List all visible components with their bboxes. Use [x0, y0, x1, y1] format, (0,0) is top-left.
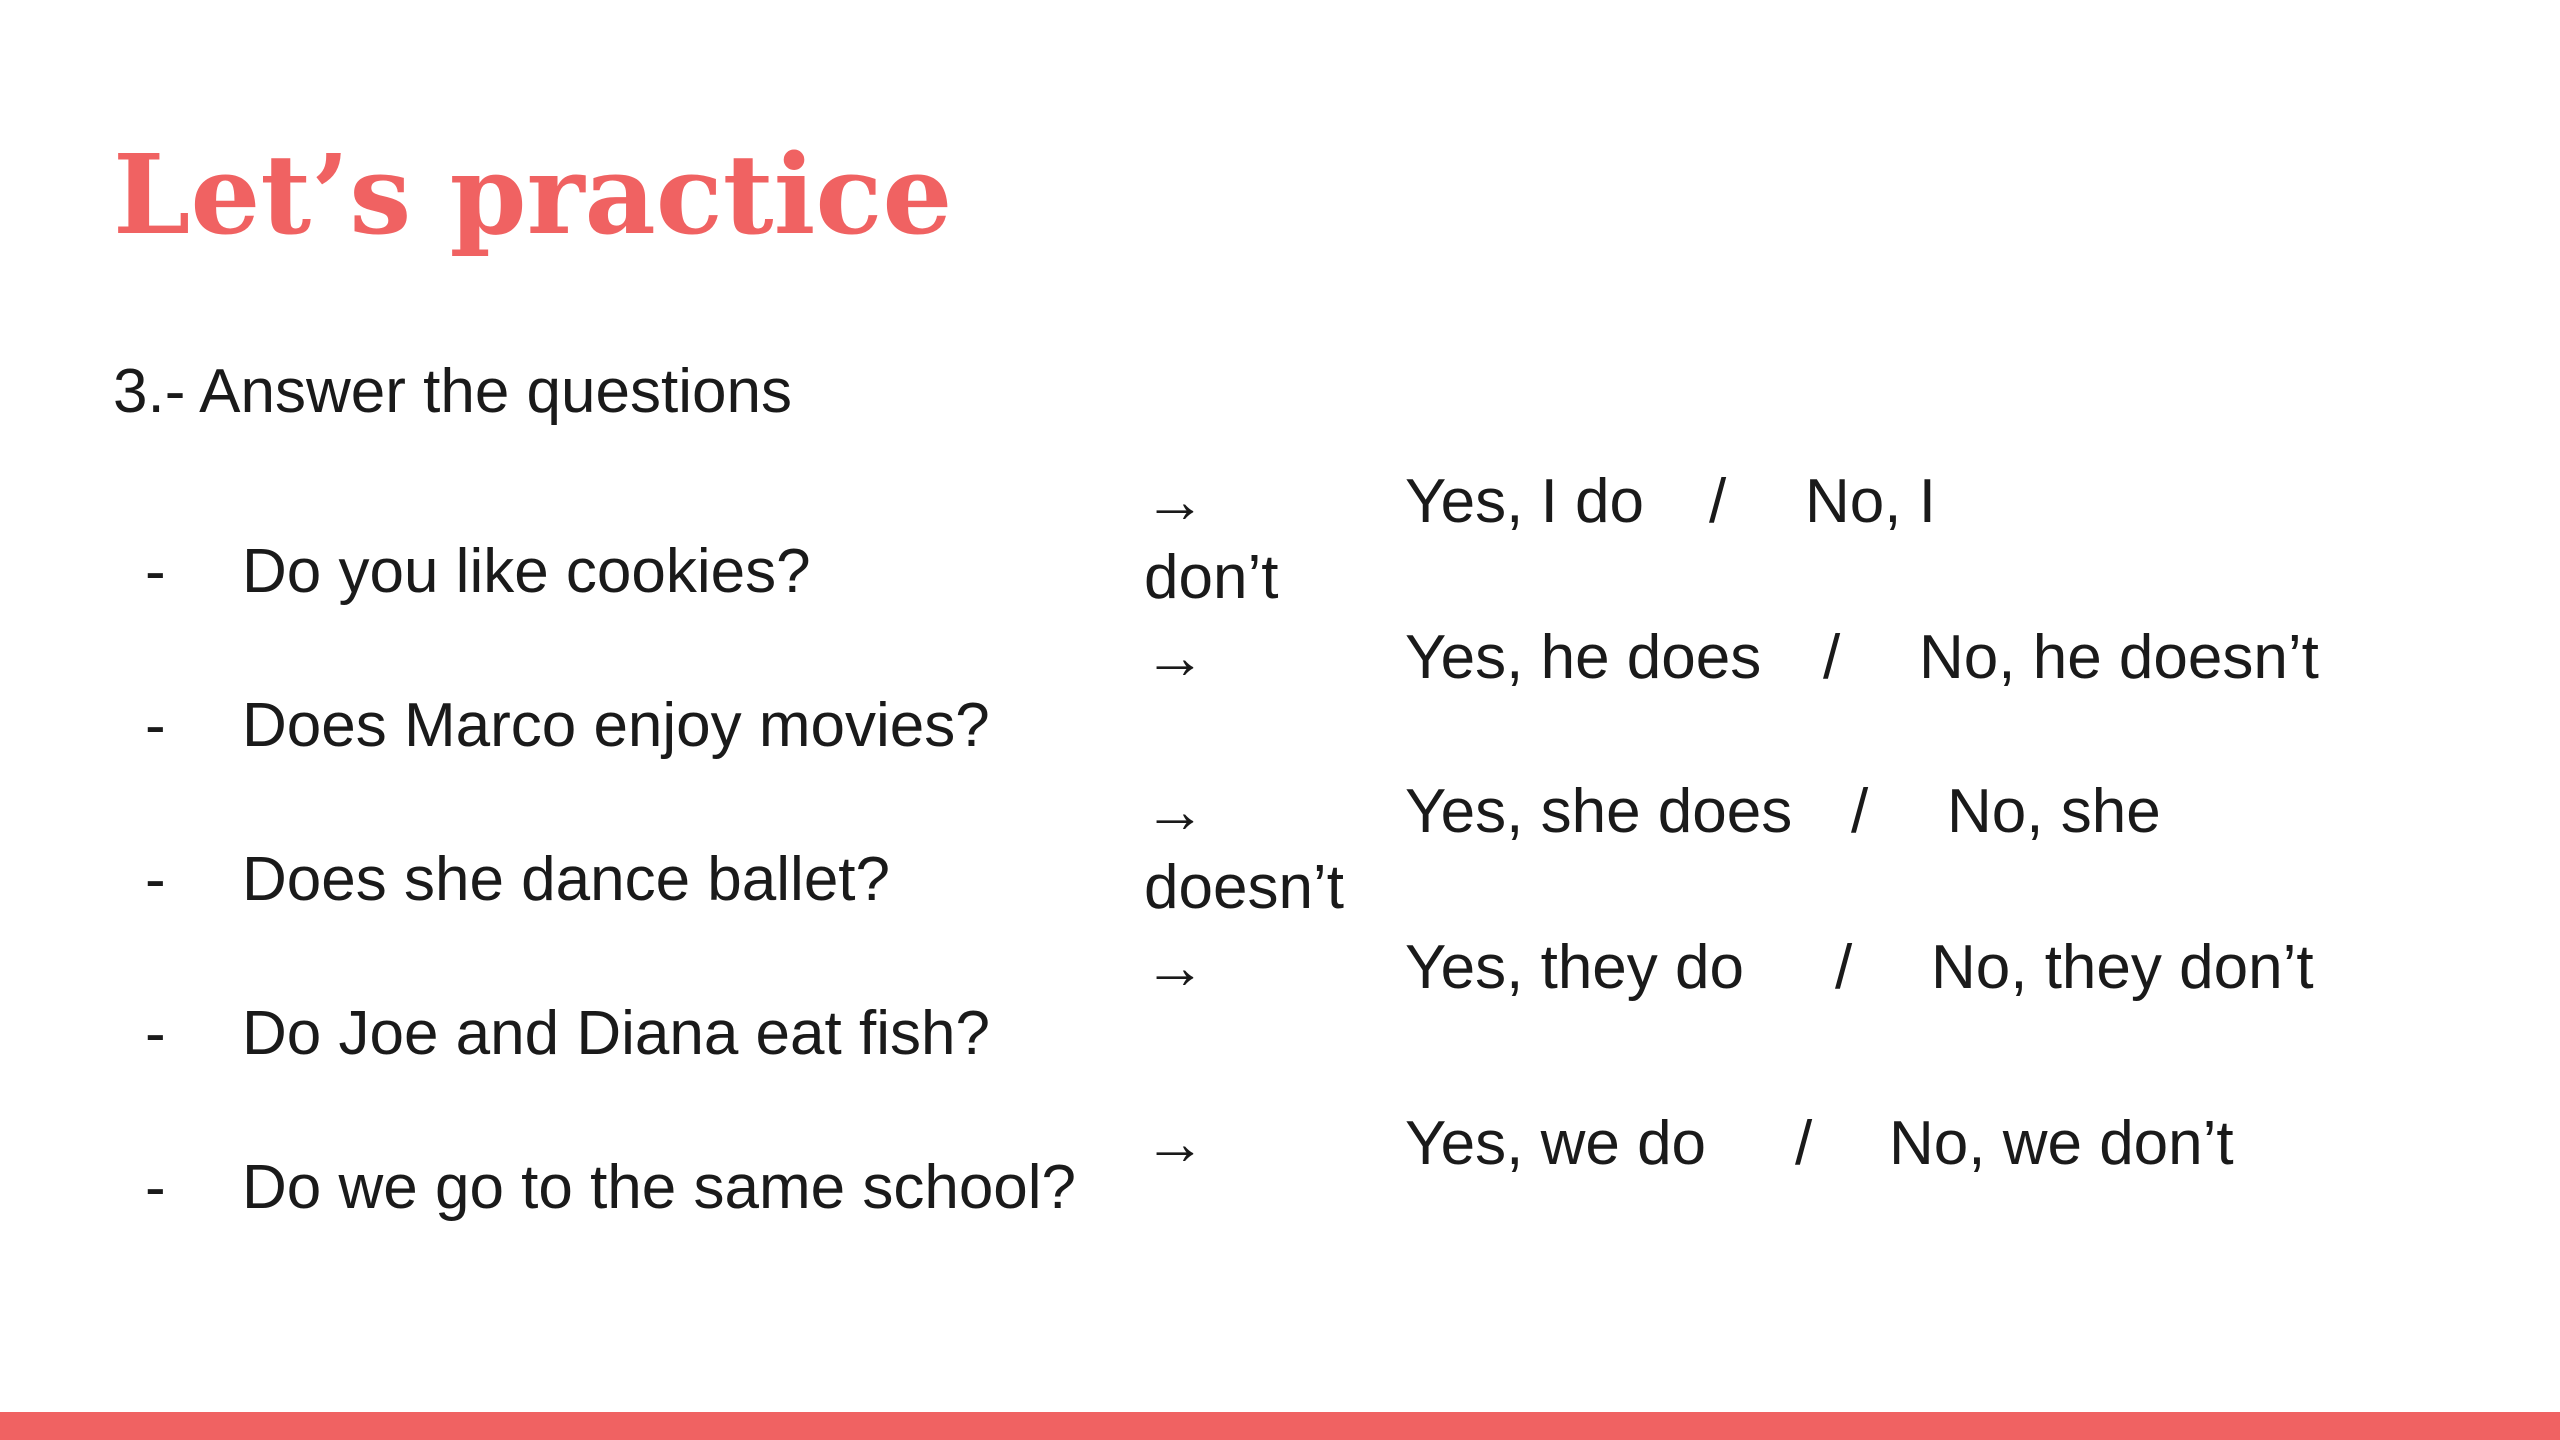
- answer-yes: Yes, he does: [1405, 623, 1762, 692]
- answer-yes: Yes, they do: [1405, 933, 1744, 1002]
- answer-slash: /: [1823, 623, 1841, 692]
- answer-no-continuation: doesn’t: [1144, 853, 1344, 922]
- answer-no: No, I: [1805, 467, 1936, 536]
- bullet-dash: -: [145, 537, 166, 606]
- answer-yes: Yes, we do: [1405, 1109, 1707, 1178]
- bullet-dash: -: [145, 845, 166, 914]
- answer-no: No, we don’t: [1889, 1109, 2234, 1178]
- answer-no: No, she: [1947, 777, 2161, 846]
- question-text: Do Joe and Diana eat fish?: [242, 999, 990, 1068]
- answer-no-continuation: don’t: [1144, 543, 1279, 612]
- question-text: Do we go to the same school?: [242, 1153, 1077, 1222]
- bottom-accent-bar: [0, 1412, 2560, 1440]
- arrow-icon: →: [1144, 933, 1206, 1002]
- answer-slash: /: [1709, 467, 1727, 536]
- arrow-icon: →: [1144, 1109, 1206, 1178]
- answer-yes: Yes, I do: [1405, 467, 1645, 536]
- question-text: Does she dance ballet?: [242, 845, 891, 914]
- arrow-icon: →: [1144, 467, 1206, 536]
- bullet-dash: -: [145, 691, 166, 760]
- arrow-icon: →: [1144, 623, 1206, 692]
- bullet-dash: -: [145, 1153, 166, 1222]
- answer-no: No, he doesn’t: [1919, 623, 2319, 692]
- answer-slash: /: [1851, 777, 1869, 846]
- question-text: Do you like cookies?: [242, 537, 811, 606]
- answer-no: No, they don’t: [1931, 933, 2314, 1002]
- answer-slash: /: [1795, 1109, 1813, 1178]
- question-text: Does Marco enjoy movies?: [242, 691, 990, 760]
- answer-yes: Yes, she does: [1405, 777, 1793, 846]
- bullet-dash: -: [145, 999, 166, 1068]
- answer-slash: /: [1835, 933, 1853, 1002]
- exercise-instruction: 3.- Answer the questions: [113, 357, 792, 426]
- arrow-icon: →: [1144, 777, 1206, 846]
- slide-title: Let’s practice: [113, 130, 953, 259]
